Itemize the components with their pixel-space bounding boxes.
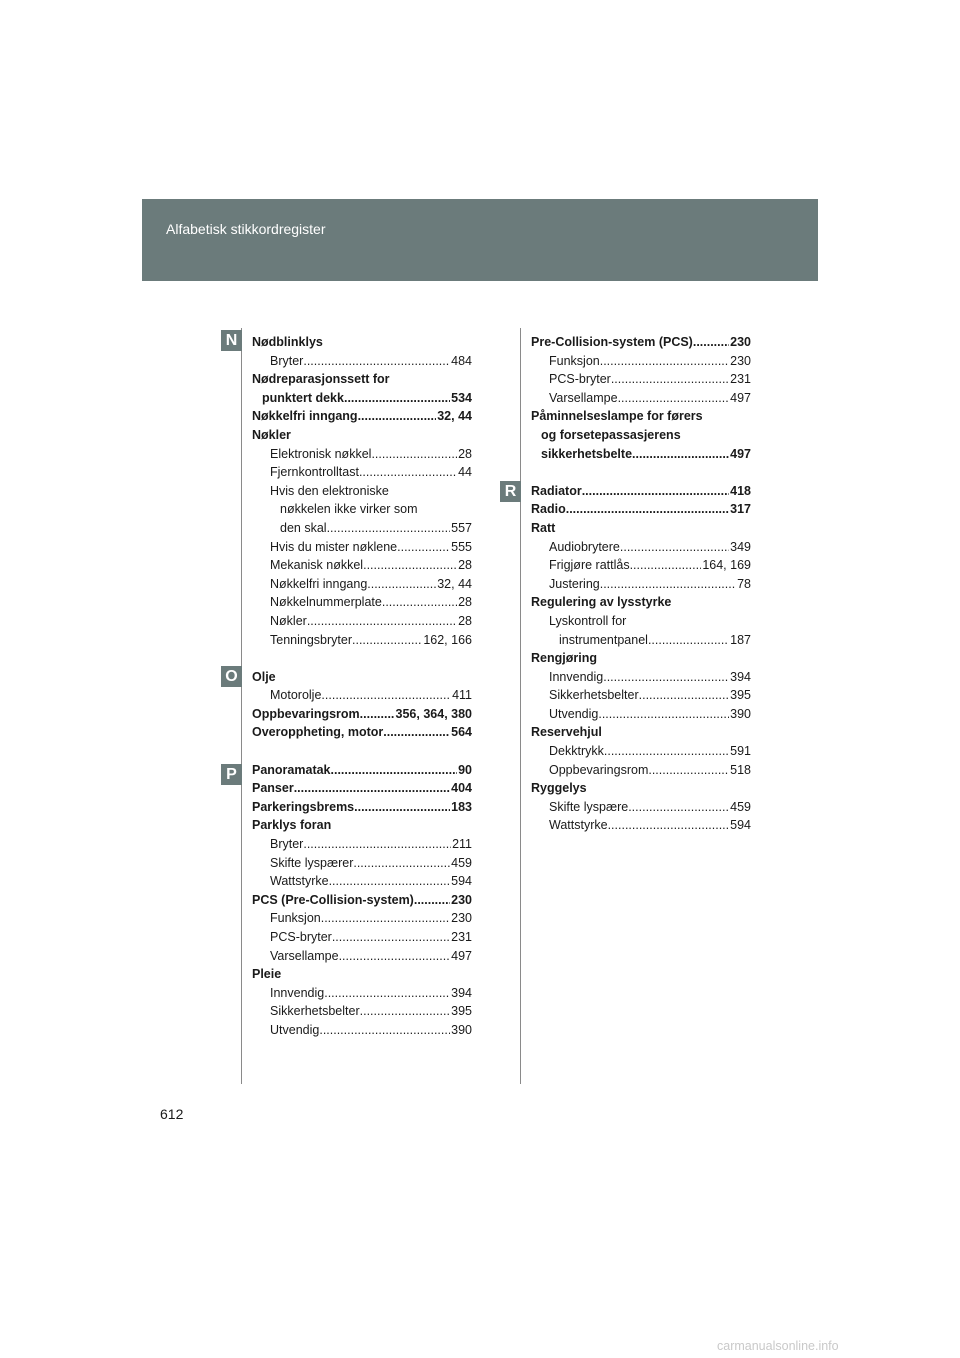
section-header [142, 199, 818, 281]
index-entry: Skifte lyspære ..... 459 [531, 798, 751, 817]
index-entry: Innvendig ..... 394 [531, 668, 751, 687]
letter-tab-n: N [221, 330, 242, 351]
index-entry: instrumentpanel ..... 187 [531, 631, 751, 650]
index-entry: Funksjon ..... 230 [531, 352, 751, 371]
index-entry: punktert dekk ..... 534 [252, 389, 472, 408]
index-entry: Nøkler ..... 28 [252, 612, 472, 631]
index-entry: Elektronisk nøkkel ..... 28 [252, 445, 472, 464]
letter-tab-o: O [221, 666, 242, 687]
index-entry: Fjernkontrolltast ..... 44 [252, 463, 472, 482]
index-entry: Pre-Collision-system (PCS) ..... 230 [531, 333, 751, 352]
index-heading: Ryggelys [531, 781, 587, 796]
index-entry: den skal ..... 557 [252, 519, 472, 538]
index-heading: og forsetepassasjerens [541, 427, 681, 442]
index-entry: PCS-bryter ..... 231 [252, 928, 472, 947]
left-column-rule [241, 328, 242, 1084]
index-subheading: Hvis den elektroniske [270, 483, 389, 498]
index-entry: Radio ..... 317 [531, 500, 751, 519]
index-entry: Hvis du mister nøklene ..... 555 [252, 538, 472, 557]
index-entry: Nøkkelnummerplate ..... 28 [252, 593, 472, 612]
index-column-right [531, 333, 751, 835]
index-entry: Overoppheting, motor ..... 564 [252, 723, 472, 742]
index-entry: Dekktrykk ..... 591 [531, 742, 751, 761]
index-heading: Reservehjul [531, 725, 602, 740]
index-heading: Påminnelseslampe for førers [531, 409, 703, 424]
index-subheading: Lyskontroll for [549, 613, 627, 628]
index-heading: Pleie [252, 967, 282, 982]
index-entry: Motorolje ..... 411 [252, 686, 472, 705]
index-entry: PCS (Pre-Collision-system) ..... 230 [252, 891, 472, 910]
index-entry: Varsellampe ..... 497 [252, 947, 472, 966]
index-entry: Oppbevaringsrom ..... 518 [531, 761, 751, 780]
index-entry: Wattstyrke ..... 594 [531, 816, 751, 835]
index-entry: Justering ..... 78 [531, 575, 751, 594]
letter-tab-p: P [221, 764, 242, 785]
index-entry: Bryter ..... 211 [252, 835, 472, 854]
index-entry: PCS-bryter ..... 231 [531, 370, 751, 389]
index-heading: Nøkler [252, 427, 291, 442]
watermark: carmanualsonline.info [717, 1339, 839, 1353]
index-entry: Bryter ..... 484 [252, 352, 472, 371]
index-entry: Innvendig ..... 394 [252, 984, 472, 1003]
index-entry: Varsellampe ..... 497 [531, 389, 751, 408]
index-entry: Nøkkelfri inngang ..... 32, 44 [252, 407, 472, 426]
header-title: Alfabetisk stikkordregister [166, 221, 326, 237]
letter-tab-r: R [500, 481, 521, 502]
index-heading: Nødblinklys [252, 335, 323, 349]
index-entry: Tenningsbryter ..... 162, 166 [252, 631, 472, 650]
index-heading: Rengjøring [531, 651, 597, 666]
index-heading: Olje [252, 669, 276, 684]
index-entry: Sikkerhetsbelter ..... 395 [252, 1002, 472, 1021]
index-entry: Audiobrytere ..... 349 [531, 538, 751, 557]
index-heading: Regulering av lysstyrke [531, 595, 672, 610]
index-entry: Frigjøre rattlås ..... 164, 169 [531, 556, 751, 575]
index-subheading: nøkkelen ikke virker som [280, 502, 418, 517]
index-entry: Radiator ..... 418 [531, 482, 751, 501]
index-heading: Ratt [531, 520, 556, 535]
index-entry: Nøkkelfri inngang ..... 32, 44 [252, 575, 472, 594]
index-entry: Sikkerhetsbelter ..... 395 [531, 686, 751, 705]
index-column-left [252, 333, 472, 1040]
index-entry: Panoramatak ..... 90 [252, 761, 472, 780]
index-entry: Skifte lyspærer ..... 459 [252, 854, 472, 873]
right-column-rule [520, 328, 521, 1084]
index-heading: Nødreparasjonssett for [252, 372, 390, 387]
index-entry: Mekanisk nøkkel ..... 28 [252, 556, 472, 575]
page-number: 612 [160, 1106, 184, 1122]
index-entry: Panser ..... 404 [252, 779, 472, 798]
index-heading: Parklys foran [252, 818, 332, 833]
index-entry: Parkeringsbrems ..... 183 [252, 798, 472, 817]
index-entry: Funksjon ..... 230 [252, 909, 472, 928]
index-entry: Utvendig ..... 390 [531, 705, 751, 724]
index-entry: Oppbevaringsrom ..... 356, 364, 380 [252, 705, 472, 724]
index-entry: Utvendig ..... 390 [252, 1021, 472, 1040]
index-entry: Wattstyrke ..... 594 [252, 872, 472, 891]
index-entry: sikkerhetsbelte ..... 497 [531, 445, 751, 464]
